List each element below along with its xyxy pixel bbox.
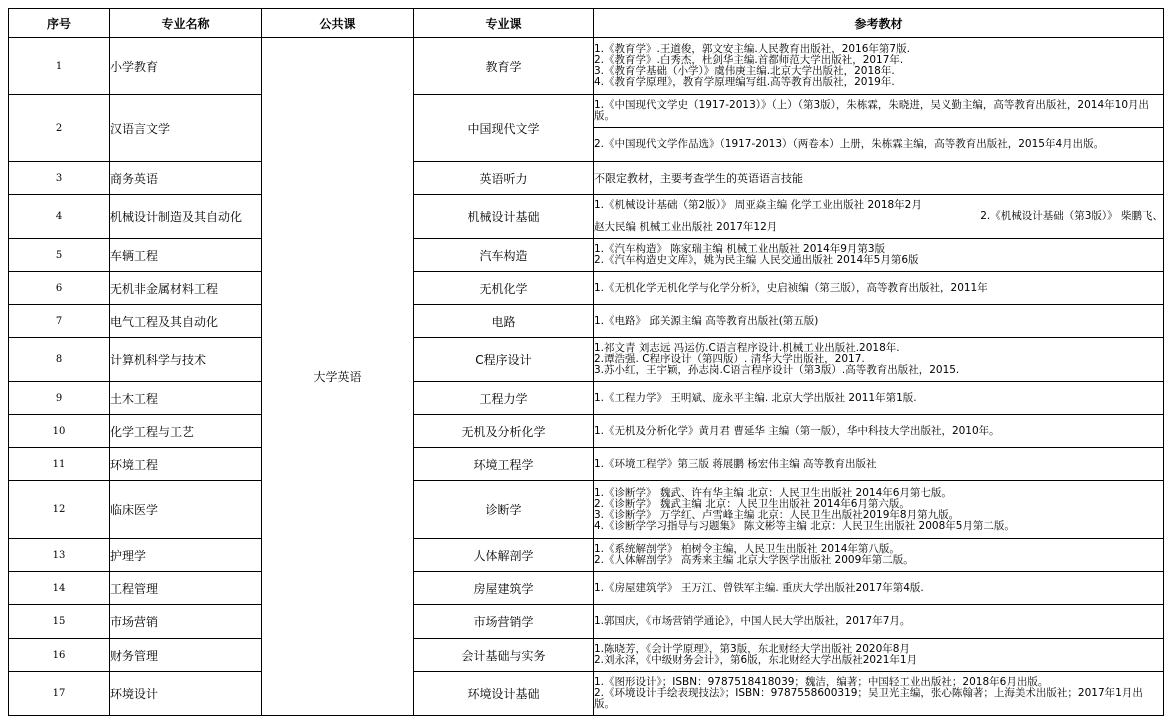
major-cell: 车辆工程: [110, 239, 262, 272]
textbook-entry: 4.《教育学原理》，教育学原理编写组.高等教育出版社，2019年.: [594, 76, 895, 88]
textbooks-cell: [594, 272, 1164, 305]
seq-cell: 2: [9, 95, 110, 162]
textbook-table: [8, 8, 1164, 716]
seq-cell: 11: [9, 448, 110, 481]
course-cell: C程序设计: [414, 338, 594, 382]
seq-cell: 14: [9, 572, 110, 605]
textbook-entry: 1.《中国现代文学史（1917-2013）》（上）（第3版），朱栋霖，朱晓进，吴义勤主编，高等教育出版社，2014年10月出版。: [594, 99, 1150, 122]
table-row: [9, 272, 1164, 305]
textbooks-cell: [594, 305, 1164, 338]
major-cell: 计算机科学与技术: [110, 338, 262, 382]
table-row: [9, 639, 1164, 672]
textbook-entry: 2.《汽车构造史文库》，姚为民主编 人民交通出版社 2014年5月第6版: [594, 254, 919, 266]
table-row: [9, 305, 1164, 338]
seq-cell: 10: [9, 415, 110, 448]
major-cell: 商务英语: [110, 162, 262, 195]
major-cell: 工程管理: [110, 572, 262, 605]
textbook-entry: 不限定教材，主要考查学生的英语语言技能: [594, 171, 803, 185]
public-course-cell: 大学英语: [262, 38, 414, 716]
textbooks-cell: [594, 382, 1164, 415]
header-public-course: 公共课: [262, 9, 414, 38]
table-row: [9, 162, 1164, 195]
textbooks-cell: [594, 239, 1164, 272]
course-cell: 无机化学: [414, 272, 594, 305]
course-cell: 机械设计基础: [414, 195, 594, 239]
textbook-entry: 赵大民编 机械工业出版社 2017年12月: [594, 221, 778, 233]
textbook-entry: 1.《电路》 邱关源主编 高等教育出版社(第五版): [594, 314, 819, 327]
table-row: [9, 195, 1164, 239]
major-cell: 化学工程与工艺: [110, 415, 262, 448]
seq-cell: 9: [9, 382, 110, 415]
textbook-entry: 1.《系统解剖学》 柏树令主编，人民卫生出版社 2014年第八版。: [594, 543, 900, 555]
table-row: [9, 382, 1164, 415]
textbooks-cell: [594, 539, 1164, 572]
table-row: [9, 672, 1164, 716]
textbook-entry: 1.《汽车构造》 陈家瑞主编 机械工业出版社 2014年9月第3版: [594, 243, 886, 255]
textbook-entry: 1.陈晓芳，《会计学原理》，第3版，东北财经大学出版社 2020年8月: [594, 643, 910, 655]
textbook-entry: 1.《环境工程学》第三版 蒋展鹏 杨宏伟主编 高等教育出版社: [594, 457, 877, 470]
textbook-entry: 2.《教育学》.白秀杰，杜剑华主编.首都师范大学出版社，2017年.: [594, 54, 904, 66]
course-cell: 市场营销学: [414, 605, 594, 639]
textbook-entry: 4.《诊断学学习指导与习题集》 陈文彬等主编 北京：人民卫生出版社 2008年5月第二版。: [594, 519, 1015, 532]
seq-cell: 15: [9, 605, 110, 639]
course-cell: 教育学: [414, 38, 594, 95]
course-cell: 无机及分析化学: [414, 415, 594, 448]
seq-cell: 4: [9, 195, 110, 239]
course-cell: 会计基础与实务: [414, 639, 594, 672]
major-cell: 临床医学: [110, 481, 262, 539]
table-row: [9, 38, 1164, 95]
textbooks-cell: [594, 128, 1164, 162]
seq-cell: 1: [9, 38, 110, 95]
textbooks-cell: [594, 572, 1164, 605]
textbook-entry: 3.苏小红，王宇颖，孙志岗.C语言程序设计（第3版）.高等教育出版社，2015.: [594, 364, 960, 376]
course-cell: 诊断学: [414, 481, 594, 539]
course-cell: 房屋建筑学: [414, 572, 594, 605]
header-major: 专业名称: [110, 9, 262, 38]
header-row: [9, 9, 1164, 38]
table-row: [9, 481, 1164, 539]
major-cell: 机械设计制造及其自动化: [110, 195, 262, 239]
textbook-entry: 1.《无机及分析化学》黄月君 曹延华 主编（第一版），华中科技大学出版社，2010年。: [594, 424, 1000, 437]
textbook-entry: 2.《诊断学》 魏武主编 北京：人民卫生出版社 2014年6月第六版。: [594, 497, 910, 510]
table-row: [9, 572, 1164, 605]
seq-cell: 5: [9, 239, 110, 272]
course-cell: 人体解剖学: [414, 539, 594, 572]
textbooks-cell: [594, 338, 1164, 382]
course-cell: 中国现代文学: [414, 95, 594, 162]
textbooks-cell: [594, 162, 1164, 195]
table-row: [9, 338, 1164, 382]
textbooks-cell: [594, 605, 1164, 639]
textbook-entry: 1.《工程力学》 王明斌、庞永平主编. 北京大学出版社 2011年第1版.: [594, 391, 917, 404]
table-row: [9, 539, 1164, 572]
table-row: [9, 605, 1164, 639]
textbooks-cell: [594, 448, 1164, 481]
major-cell: 环境设计: [110, 672, 262, 716]
textbooks-cell: [594, 195, 1164, 239]
major-cell: 土木工程: [110, 382, 262, 415]
course-cell: 英语听力: [414, 162, 594, 195]
course-cell: 汽车构造: [414, 239, 594, 272]
header-seq: 序号: [9, 9, 110, 38]
major-cell: 环境工程: [110, 448, 262, 481]
seq-cell: 13: [9, 539, 110, 572]
major-cell: 护理学: [110, 539, 262, 572]
seq-cell: 17: [9, 672, 110, 716]
seq-cell: 3: [9, 162, 110, 195]
seq-cell: 12: [9, 481, 110, 539]
textbooks-cell: [594, 95, 1164, 128]
textbook-entry: 1.《诊断学》 魏武、许有华主编 北京：人民卫生出版社 2014年6月第七版。: [594, 486, 952, 499]
header-textbooks: 参考教材: [594, 9, 1164, 38]
textbook-entry: 1.《教育学》.王道俊，郭文安主编.人民教育出版社，2016年第7版.: [594, 43, 910, 55]
textbook-entry: 2.谭浩强. C程序设计（第四版）. 清华大学出版社，2017.: [594, 353, 865, 365]
table-row: [9, 415, 1164, 448]
textbook-entry: 1.祁文青 刘志远 冯运仿.C语言程序设计.机械工业出版社.2018年.: [594, 342, 900, 354]
header-major-course: 专业课: [414, 9, 594, 38]
textbook-entry: 2.刘永泽，《中级财务会计》，第6版，东北财经大学出版社2021年1月: [594, 654, 918, 666]
seq-cell: 6: [9, 272, 110, 305]
textbook-entry: 1.《图形设计》；ISBN：9787518418039；魏洁，编著；中国轻工业出版社；2018年6月出版。: [594, 676, 1049, 688]
course-cell: 电路: [414, 305, 594, 338]
textbook-entry: 2.《中国现代文学作品选》（1917-2013）（两卷本）上册，朱栋霖主编，高等教育出版社，2015年4月出版。: [594, 138, 1105, 150]
textbook-entry: 2.《环境设计手绘表现技法》；ISBN：9787558600319；吴卫光主编，张心陈翰著；上海美术出版社；2017年1月出版。: [594, 687, 1143, 710]
textbook-entry: 2.《机械设计基础（第3版）》 柴鹏飞、: [980, 210, 1163, 222]
textbook-entry: 3.《教育学基础（小学）》虞伟庚主编.北京大学出版社，2018年.: [594, 65, 895, 77]
major-cell: 财务管理: [110, 639, 262, 672]
textbook-entry: 1.郭国庆，《市场营销学通论》，中国人民大学出版社，2017年7月。: [594, 615, 911, 627]
textbook-entry: 1.《无机化学无机化学与化学分析》，史启祯编（第三版），高等教育出版社，2011年: [594, 281, 988, 294]
textbook-entry: 3.《诊断学》 万学红、卢雪峰主编 北京：人民卫生出版社2019年8月第九版。: [594, 508, 960, 521]
textbook-entry: 1.《机械设计基础（第2版）》 周亚焱主编 化学工业出版社 2018年2月: [594, 199, 922, 211]
major-cell: 小学教育: [110, 38, 262, 95]
seq-cell: 8: [9, 338, 110, 382]
major-cell: 电气工程及其自动化: [110, 305, 262, 338]
major-cell: 无机非金属材料工程: [110, 272, 262, 305]
major-cell: 汉语言文学: [110, 95, 262, 162]
textbooks-cell: [594, 415, 1164, 448]
textbook-entry: 1.《房屋建筑学》 王万江、曾铁军主编. 重庆大学出版社2017年第4版.: [594, 581, 924, 594]
textbooks-cell: [594, 481, 1164, 539]
table-row: [9, 239, 1164, 272]
major-cell: 市场营销: [110, 605, 262, 639]
course-cell: 环境设计基础: [414, 672, 594, 716]
seq-cell: 16: [9, 639, 110, 672]
seq-cell: 7: [9, 305, 110, 338]
textbooks-cell: [594, 672, 1164, 716]
table-row: [9, 448, 1164, 481]
course-cell: 工程力学: [414, 382, 594, 415]
textbooks-cell: [594, 639, 1164, 672]
textbook-entry: 2.《人体解剖学》 高秀来主编 北京大学医学出版社 2009年第二版。: [594, 554, 914, 566]
course-cell: 环境工程学: [414, 448, 594, 481]
textbooks-cell: [594, 38, 1164, 95]
table-row: [9, 95, 1164, 128]
